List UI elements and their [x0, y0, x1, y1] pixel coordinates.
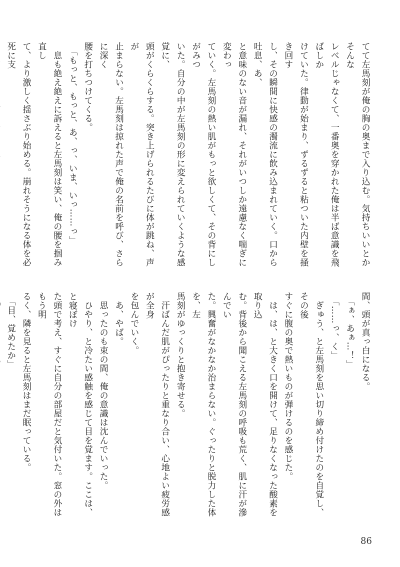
upper-text: てて左馬刻が俺の胸の奥まで入り込む。気持ちいいとかそんな レベルじゃなくて、一番奥を穿かれた俺は半ば意識を飛ばしか けていた。律動が始まり、ずるずると粘ついた内壁を掻き回す し、その瞬間に快感の濁流に飲み込まれていく。口から吐息、あ、 と意味のない音が漏れ、それがいつしか遠慮なく喘ぎに変わっ ていく。左馬刻の熱い肌がもっと欲しくて、その背にしがみつ いた。自分の中が左馬刻の形に変えられていくような感覚に、 頭がくらくらする。突き上げられるたびに体が跳ね、声が 止まらない。左馬刻は掠れた声で俺の名前を呼び、さらに深く 腰を打ちつけてくる。 「もっと、もっと、あ、っ、いま、いっ……っ」 息も絶え絶えに訴えると左馬刻は笑い、俺の腰を掴み直し て、より激しく揺さぶり始める。崩れそうになる体を必死に支 — [5, 42, 370, 267]
upper-text-block — [5, 42, 372, 270]
lower-text-block — [5, 292, 372, 520]
page-number: 86 — [360, 537, 372, 547]
lower-text: 間、頭が真っ白になる。 「ぁ、あぁ…！」 「……っ、く」 ぎゅう、と左馬刻を思い切り締め付けたのを自覚し、その後 すぐに腹の奥で熱いものが弾けるのを感じた。 は、は、と大きく口を開けて、足りなくなった酸素を取り込 む。背後から聞こえる左馬刻の呼吸も荒く、肌に汗が滲んでい た。興奮がなかなか治まらない。ぐったりと脱力した体を、左 馬刻がゆっくりと抱き寄せる。 汗ばんだ肌がぴったりと重なり合い、心地よい疲労感が全身 を包んでいく。 あ、やば。 思ったのも束の間、俺の意識は沈んでいった。 ひやり、と冷たい感触を感じて目を覚ます。ここは、と寝ぼけ た頭で考え、すぐに自分の部屋だと気付いた。窓の外はもう明 るく、隣を見ると左馬刻はまだ眠っている。 「目、覚めたか」 — [5, 292, 370, 517]
